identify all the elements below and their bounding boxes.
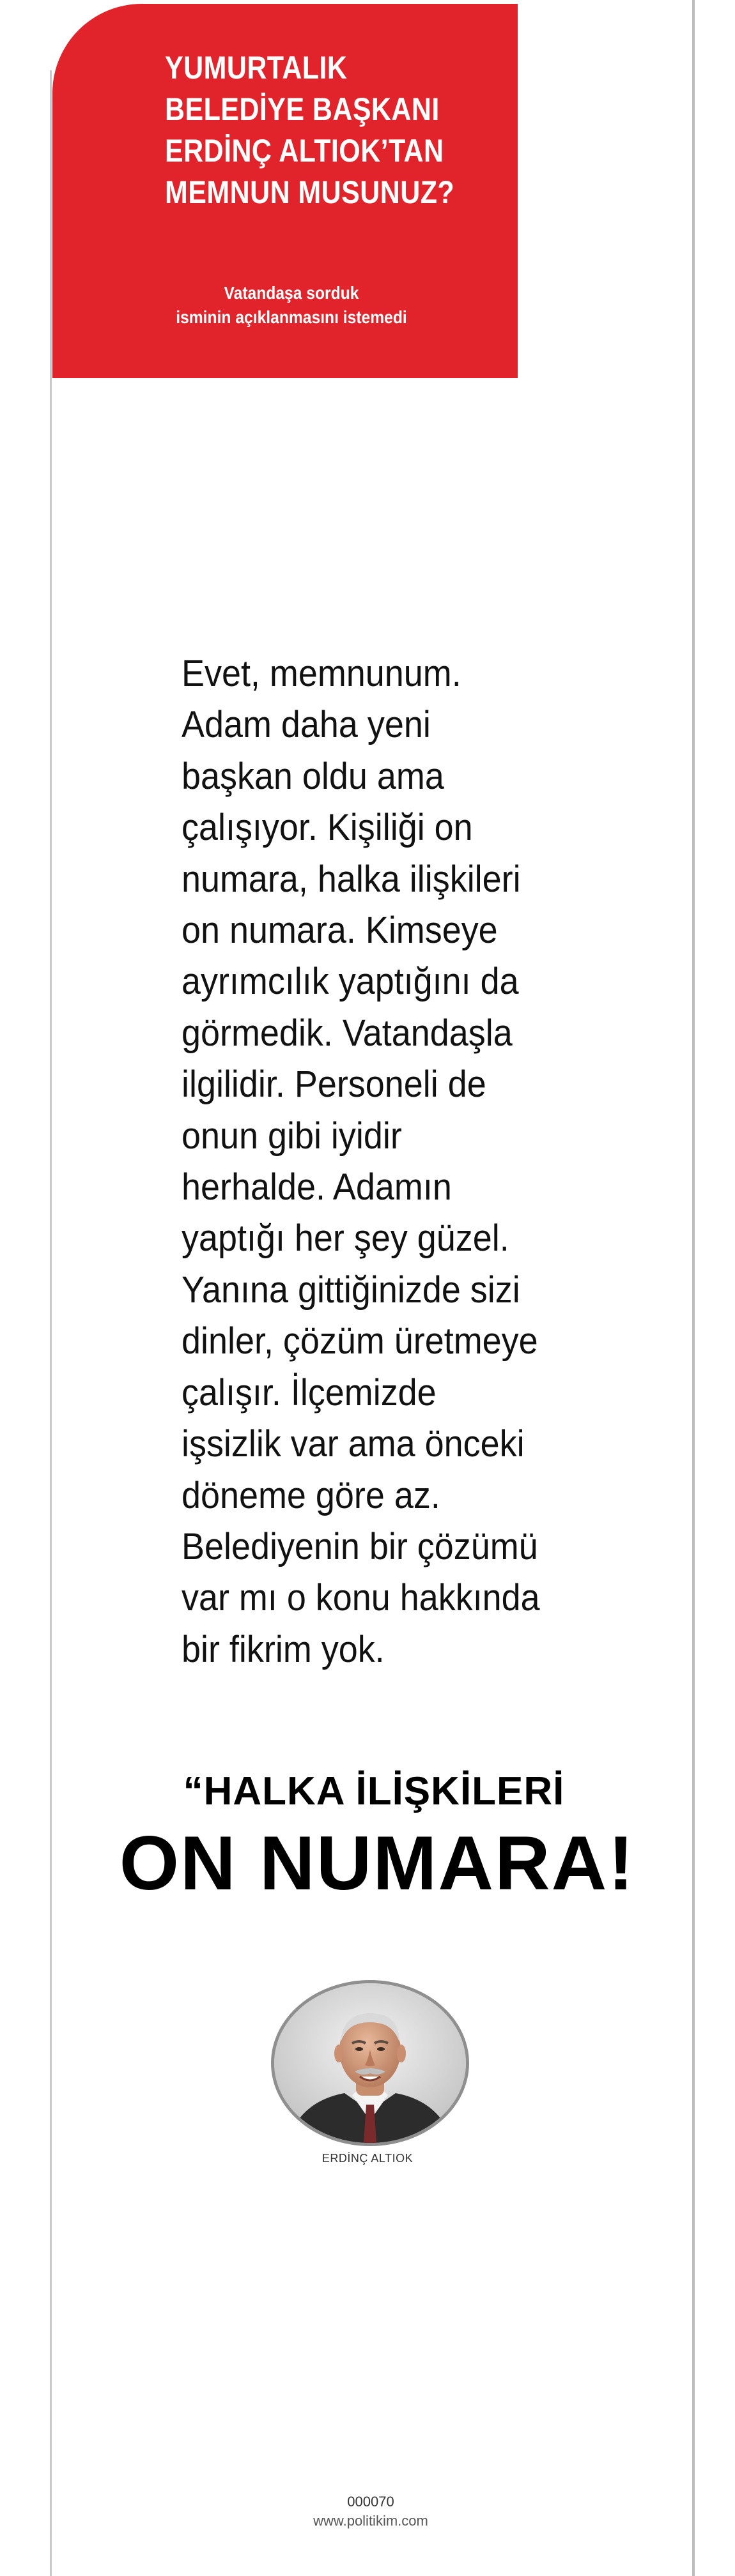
header-title-line: MEMNUN MUSUNUZ?	[165, 174, 455, 210]
portrait-photo	[271, 1980, 469, 2146]
article-line: dinler, çözüm üretmeye	[182, 1320, 538, 1362]
article-line: herhalde. Adamın	[182, 1166, 452, 1208]
article-line: Yanına gittiğinizde sizi	[182, 1269, 520, 1311]
article-line: çalışır. İlçemizde	[182, 1371, 437, 1414]
headline-quote-line2: ON NUMARA!	[119, 1820, 635, 1906]
header-subtitle	[167, 281, 415, 330]
article-line: bir fikrim yok.	[182, 1628, 385, 1670]
article-line: başkan oldu ama	[182, 755, 444, 797]
article-line: ilgilidir. Personeli de	[182, 1063, 486, 1106]
article-line: numara, halka ilişkileri	[182, 858, 521, 900]
header-subtitle-line: Vatandaşa sorduk	[224, 283, 359, 303]
article-line: görmedik. Vatandaşla	[182, 1012, 513, 1054]
footer-url[interactable]: www.politikim.com	[313, 2513, 428, 2529]
article-line: döneme göre az.	[182, 1474, 440, 1516]
article-line: ayrımcılık yaptığını da	[182, 961, 519, 1003]
article-line: yaptığı her şey güzel.	[182, 1217, 509, 1260]
portrait-illustration	[274, 1983, 466, 2143]
portrait-caption: ERDİNÇ ALTIOK	[321, 2152, 414, 2165]
article-line: onun gibi iyidir	[182, 1115, 402, 1157]
header-title-line: ERDİNÇ ALTIOK’TAN	[165, 133, 444, 169]
left-rule	[50, 70, 52, 2576]
header-subtitle-line: isminin açıklanmasını istemedi	[176, 307, 407, 327]
article-line: Belediyenin bir çözümü	[182, 1525, 538, 1567]
article-line: Evet, memnunum.	[182, 653, 461, 694]
article-line: on numara. Kimseye	[182, 910, 498, 952]
article-line: işsizlik var ama önceki	[182, 1423, 525, 1465]
article-line: Adam daha yeni	[182, 704, 431, 746]
article-line: çalışıyor. Kişiliği on	[182, 807, 473, 849]
right-rule	[692, 0, 695, 2576]
article-line: var mı o konu hakkında	[182, 1577, 540, 1619]
article-body	[182, 648, 568, 1675]
header-title-line: YUMURTALIK	[165, 50, 348, 86]
header-title	[165, 47, 455, 213]
headline-quote-line1: “HALKA İLİŞKİLERİ	[183, 1769, 565, 1813]
header-title-line: BELEDİYE BAŞKANI	[165, 91, 440, 127]
footer-code: 000070	[347, 2494, 394, 2510]
